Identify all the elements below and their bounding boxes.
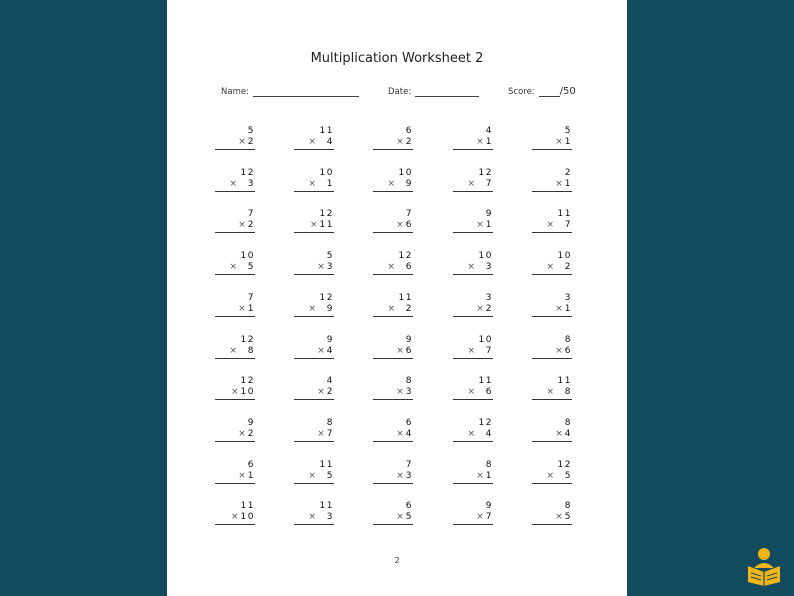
multiplier-row — [294, 471, 334, 484]
multiplier-row — [532, 304, 572, 317]
multiplicand: 7 — [247, 292, 255, 303]
times-icon: × — [229, 262, 237, 273]
multiplier-row — [373, 429, 413, 442]
times-icon: × — [546, 470, 554, 481]
multiplicand: 5 — [247, 126, 255, 136]
problem-item — [453, 168, 493, 192]
multiplicand: 5 — [564, 126, 572, 136]
multiplier-row — [294, 512, 334, 525]
multiplicand: 12 — [398, 251, 413, 262]
multiplier-row — [532, 471, 572, 484]
multiplier: 1 — [485, 137, 493, 147]
multiplicand: 12 — [319, 209, 334, 220]
multiplicand: 5 — [326, 251, 334, 262]
problem-item — [453, 376, 493, 400]
multiplier-row — [453, 304, 493, 317]
multiplier-row — [453, 179, 493, 192]
problem-item — [532, 126, 572, 150]
worksheet-page — [167, 0, 627, 596]
times-icon: × — [231, 387, 239, 398]
multiplier-row — [373, 179, 413, 192]
multiplicand: 3 — [485, 292, 493, 303]
times-icon: × — [317, 345, 325, 356]
problem-item — [532, 376, 572, 400]
multiplier: 3 — [326, 512, 334, 523]
multiplier: 10 — [240, 512, 255, 523]
score-line — [539, 86, 560, 97]
multiplier-row — [532, 220, 572, 233]
times-icon: × — [238, 470, 246, 481]
multiplier-row — [215, 304, 255, 317]
multiplier: 4 — [326, 137, 334, 147]
times-icon: × — [555, 137, 563, 147]
problem-item — [532, 460, 572, 484]
times-icon: × — [231, 512, 239, 523]
multiplier-row — [294, 429, 334, 442]
multiplier-row — [373, 471, 413, 484]
times-icon: × — [308, 303, 316, 314]
times-icon: × — [467, 345, 475, 356]
problem-item — [373, 335, 413, 359]
name-field — [221, 86, 359, 97]
times-icon: × — [317, 262, 325, 273]
multiplicand: 7 — [405, 459, 413, 470]
multiplier: 1 — [485, 220, 493, 231]
problem-item — [453, 460, 493, 484]
multiplicand: 10 — [319, 167, 334, 178]
multiplier-row — [453, 137, 493, 150]
problem-item — [294, 251, 334, 275]
multiplier: 3 — [405, 470, 413, 481]
multiplier-row — [532, 179, 572, 192]
name-label: Name: — [221, 87, 249, 97]
problem-item — [215, 335, 255, 359]
problem-item — [453, 335, 493, 359]
times-icon: × — [396, 470, 404, 481]
multiplier-row — [373, 262, 413, 275]
multiplier-row — [453, 220, 493, 233]
multiplier: 4 — [485, 428, 493, 439]
times-icon: × — [476, 220, 484, 231]
multiplier-row — [453, 512, 493, 525]
problem-item — [453, 418, 493, 442]
problem-item — [373, 293, 413, 317]
multiplicand: 12 — [478, 417, 493, 428]
multiplier: 7 — [485, 512, 493, 523]
multiplier: 4 — [405, 428, 413, 439]
problem-item — [373, 251, 413, 275]
problem-item — [294, 293, 334, 317]
multiplier-row — [532, 512, 572, 525]
multiplier-row — [215, 220, 255, 233]
multiplier: 8 — [247, 345, 255, 356]
page-number: 2 — [394, 556, 400, 565]
multiplier: 5 — [405, 512, 413, 523]
multiplicand: 11 — [319, 126, 334, 136]
times-icon: × — [476, 512, 484, 523]
multiplier-row — [294, 262, 334, 275]
multiplicand: 12 — [240, 167, 255, 178]
problem-item — [215, 501, 255, 525]
multiplier: 2 — [564, 262, 572, 273]
problem-item — [532, 293, 572, 317]
multiplicand: 6 — [405, 417, 413, 428]
times-icon: × — [238, 137, 246, 147]
multiplicand: 8 — [405, 376, 413, 387]
problem-item — [453, 251, 493, 275]
times-icon: × — [229, 345, 237, 356]
multiplicand: 12 — [319, 292, 334, 303]
times-icon: × — [317, 428, 325, 439]
multiplier-row — [215, 471, 255, 484]
page-title: Multiplication Worksheet 2 — [310, 51, 484, 66]
multiplicand: 6 — [405, 126, 413, 136]
times-icon: × — [396, 345, 404, 356]
times-icon: × — [238, 428, 246, 439]
times-icon: × — [396, 428, 404, 439]
score-total: /50 — [559, 86, 576, 97]
times-icon: × — [555, 178, 563, 189]
problem-item — [294, 335, 334, 359]
multiplicand: 7 — [247, 209, 255, 220]
problem-item — [373, 376, 413, 400]
multiplicand: 12 — [240, 334, 255, 345]
times-icon: × — [467, 428, 475, 439]
problem-item — [532, 251, 572, 275]
multiplicand: 3 — [564, 292, 572, 303]
multiplier: 2 — [326, 387, 334, 398]
multiplier-row — [215, 429, 255, 442]
multiplicand: 4 — [326, 376, 334, 387]
multiplier: 4 — [326, 345, 334, 356]
times-icon: × — [467, 387, 475, 398]
multiplier: 1 — [247, 303, 255, 314]
times-icon: × — [317, 387, 325, 398]
multiplier: 1 — [564, 303, 572, 314]
times-icon: × — [555, 428, 563, 439]
problem-item — [532, 209, 572, 233]
multiplier: 10 — [240, 387, 255, 398]
problem-item — [532, 501, 572, 525]
problem-item — [294, 501, 334, 525]
multiplier-row — [294, 304, 334, 317]
multiplier-row — [294, 179, 334, 192]
multiplier: 1 — [564, 137, 572, 147]
times-icon: × — [476, 137, 484, 147]
problem-item — [373, 209, 413, 233]
times-icon: × — [229, 178, 237, 189]
multiplier: 3 — [405, 387, 413, 398]
multiplicand: 9 — [485, 209, 493, 220]
multiplier: 7 — [485, 345, 493, 356]
multiplier: 8 — [564, 387, 572, 398]
problem-item — [294, 418, 334, 442]
problem-item — [532, 335, 572, 359]
multiplicand: 11 — [557, 209, 572, 220]
multiplier: 2 — [405, 137, 413, 147]
date-field — [388, 86, 479, 97]
multiplier: 6 — [564, 345, 572, 356]
multiplier: 9 — [405, 178, 413, 189]
times-icon: × — [555, 303, 563, 314]
multiplier: 6 — [485, 387, 493, 398]
multiplier-row — [294, 387, 334, 400]
problem-item — [215, 251, 255, 275]
times-icon: × — [308, 512, 316, 523]
multiplier: 3 — [247, 178, 255, 189]
problem-item — [373, 126, 413, 150]
problem-item — [215, 168, 255, 192]
times-icon: × — [546, 262, 554, 273]
multiplicand: 2 — [564, 167, 572, 178]
multiplicand: 9 — [485, 501, 493, 512]
multiplier: 2 — [405, 303, 413, 314]
multiplier: 1 — [485, 470, 493, 481]
times-icon: × — [308, 470, 316, 481]
name-line — [253, 86, 359, 97]
times-icon: × — [396, 512, 404, 523]
multiplier-row — [453, 429, 493, 442]
times-icon: × — [238, 303, 246, 314]
problem-item — [532, 168, 572, 192]
multiplier: 1 — [326, 178, 334, 189]
times-icon: × — [467, 262, 475, 273]
times-icon: × — [387, 262, 395, 273]
times-icon: × — [476, 303, 484, 314]
times-icon: × — [467, 178, 475, 189]
multiplier-row — [215, 387, 255, 400]
multiplier-row — [215, 512, 255, 525]
multiplier-row — [453, 387, 493, 400]
multiplier: 5 — [247, 262, 255, 273]
problem-item — [215, 460, 255, 484]
problem-item — [294, 209, 334, 233]
multiplicand: 12 — [240, 376, 255, 387]
multiplicand: 10 — [478, 334, 493, 345]
multiplier-row — [453, 262, 493, 275]
problem-item — [373, 460, 413, 484]
multiplier: 6 — [405, 345, 413, 356]
times-icon: × — [396, 387, 404, 398]
problem-item — [453, 501, 493, 525]
multiplier-row — [215, 179, 255, 192]
multiplier: 9 — [326, 303, 334, 314]
multiplicand: 11 — [319, 501, 334, 512]
problem-item — [294, 376, 334, 400]
multiplier: 3 — [326, 262, 334, 273]
multiplier-row — [532, 346, 572, 359]
multiplier: 7 — [326, 428, 334, 439]
multiplier-row — [373, 220, 413, 233]
reading-child-icon — [746, 546, 782, 586]
multiplicand: 10 — [557, 251, 572, 262]
multiplier-row — [215, 262, 255, 275]
multiplier-row — [532, 262, 572, 275]
multiplier-row — [373, 512, 413, 525]
problem-item — [294, 460, 334, 484]
problem-item — [453, 293, 493, 317]
multiplicand: 11 — [398, 292, 413, 303]
multiplier-row — [453, 471, 493, 484]
multiplicand: 10 — [398, 167, 413, 178]
multiplier-row — [373, 346, 413, 359]
multiplier: 7 — [485, 178, 493, 189]
problem-item — [294, 126, 334, 150]
times-icon: × — [476, 470, 484, 481]
multiplier-row — [215, 346, 255, 359]
multiplier-row — [453, 346, 493, 359]
times-icon: × — [555, 345, 563, 356]
times-icon: × — [310, 220, 318, 231]
multiplicand: 7 — [405, 209, 413, 220]
multiplier-row — [373, 137, 413, 150]
multiplier: 5 — [564, 470, 572, 481]
multiplier: 2 — [247, 220, 255, 231]
multiplier-row — [532, 429, 572, 442]
times-icon: × — [396, 220, 404, 231]
times-icon: × — [546, 220, 554, 231]
multiplier-row — [294, 220, 334, 233]
problem-item — [453, 126, 493, 150]
multiplicand: 6 — [247, 459, 255, 470]
multiplier-row — [373, 387, 413, 400]
multiplier: 6 — [405, 262, 413, 273]
problem-item — [532, 418, 572, 442]
problem-item — [215, 376, 255, 400]
multiplier: 1 — [247, 470, 255, 481]
multiplier: 6 — [405, 220, 413, 231]
multiplier-row — [373, 304, 413, 317]
problem-item — [373, 418, 413, 442]
multiplicand: 8 — [564, 501, 572, 512]
multiplier: 3 — [485, 262, 493, 273]
problem-item — [373, 501, 413, 525]
problem-item — [294, 168, 334, 192]
score-label: Score: — [508, 87, 535, 97]
multiplicand: 12 — [557, 459, 572, 470]
multiplier: 2 — [247, 428, 255, 439]
times-icon: × — [387, 303, 395, 314]
multiplicand: 11 — [240, 501, 255, 512]
date-label: Date: — [388, 87, 412, 97]
times-icon: × — [308, 178, 316, 189]
multiplicand: 8 — [485, 459, 493, 470]
multiplicand: 11 — [478, 376, 493, 387]
times-icon: × — [308, 137, 316, 147]
multiplicand: 10 — [478, 251, 493, 262]
times-icon: × — [555, 512, 563, 523]
multiplier: 2 — [247, 137, 255, 147]
multiplicand: 4 — [485, 126, 493, 136]
multiplier: 11 — [319, 220, 334, 231]
problem-item — [215, 293, 255, 317]
problem-item — [453, 209, 493, 233]
multiplier-row — [532, 387, 572, 400]
multiplier: 4 — [564, 428, 572, 439]
problem-item — [373, 168, 413, 192]
multiplicand: 10 — [240, 251, 255, 262]
problem-item — [215, 126, 255, 150]
multiplier: 7 — [564, 220, 572, 231]
multiplicand: 9 — [405, 334, 413, 345]
multiplicand: 9 — [326, 334, 334, 345]
multiplicand: 11 — [319, 459, 334, 470]
multiplicand: 8 — [564, 417, 572, 428]
multiplier: 5 — [326, 470, 334, 481]
times-icon: × — [387, 178, 395, 189]
multiplier: 2 — [485, 303, 493, 314]
multiplier-row — [294, 137, 334, 150]
score-field — [508, 86, 576, 97]
times-icon: × — [396, 137, 404, 147]
multiplier-row — [532, 137, 572, 150]
multiplicand: 8 — [326, 417, 334, 428]
times-icon: × — [238, 220, 246, 231]
multiplicand: 8 — [564, 334, 572, 345]
multiplicand: 12 — [478, 167, 493, 178]
multiplicand: 11 — [557, 376, 572, 387]
multiplier-row — [294, 346, 334, 359]
problem-item — [215, 209, 255, 233]
date-line — [415, 86, 479, 97]
multiplier: 1 — [564, 178, 572, 189]
times-icon: × — [546, 387, 554, 398]
multiplier: 5 — [564, 512, 572, 523]
problem-item — [215, 418, 255, 442]
multiplier-row — [215, 137, 255, 150]
multiplicand: 6 — [405, 501, 413, 512]
multiplicand: 9 — [247, 417, 255, 428]
